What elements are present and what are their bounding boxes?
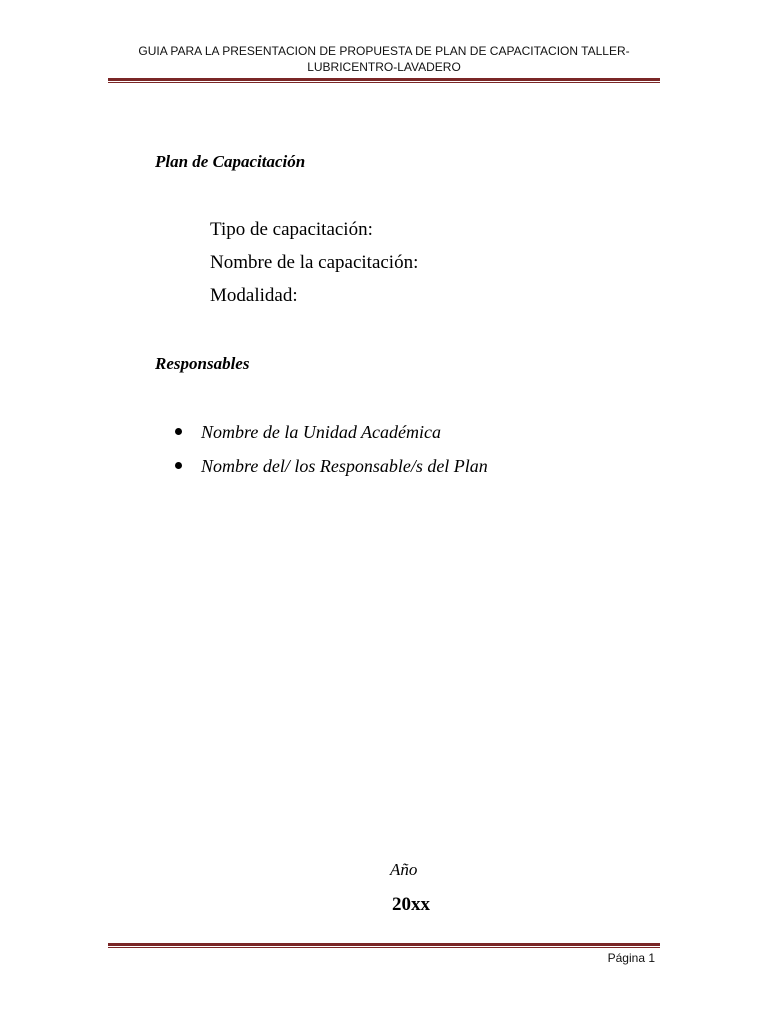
page-header [0, 43, 768, 75]
plan-title: Plan de Capacitación [155, 152, 306, 171]
list-item [175, 422, 441, 443]
bullet-icon [175, 462, 182, 469]
header-line-1: GUIA PARA LA PRESENTACION DE PROPUESTA DE PLAN DE CAPACITACION TALLER- [138, 44, 630, 58]
list-item-text: Nombre de la Unidad Académica [201, 422, 441, 442]
field-tipo: Tipo de capacitación: [210, 219, 373, 240]
field-nombre: Nombre de la capacitación: [210, 252, 419, 273]
list-item-text: Nombre del/ los Responsable/s del Plan [201, 456, 488, 476]
responsables-title: Responsables [155, 354, 250, 373]
field-modalidad: Modalidad: [210, 285, 298, 306]
list-item [175, 456, 488, 477]
footer-divider [108, 943, 660, 948]
header-line-2: LUBRICENTRO-LAVADERO [307, 60, 461, 74]
header-divider [108, 78, 660, 83]
year-value: 20xx [392, 894, 430, 915]
anio-label: Año [390, 860, 418, 879]
bullet-icon [175, 428, 182, 435]
page-number: Página 1 [607, 951, 655, 965]
